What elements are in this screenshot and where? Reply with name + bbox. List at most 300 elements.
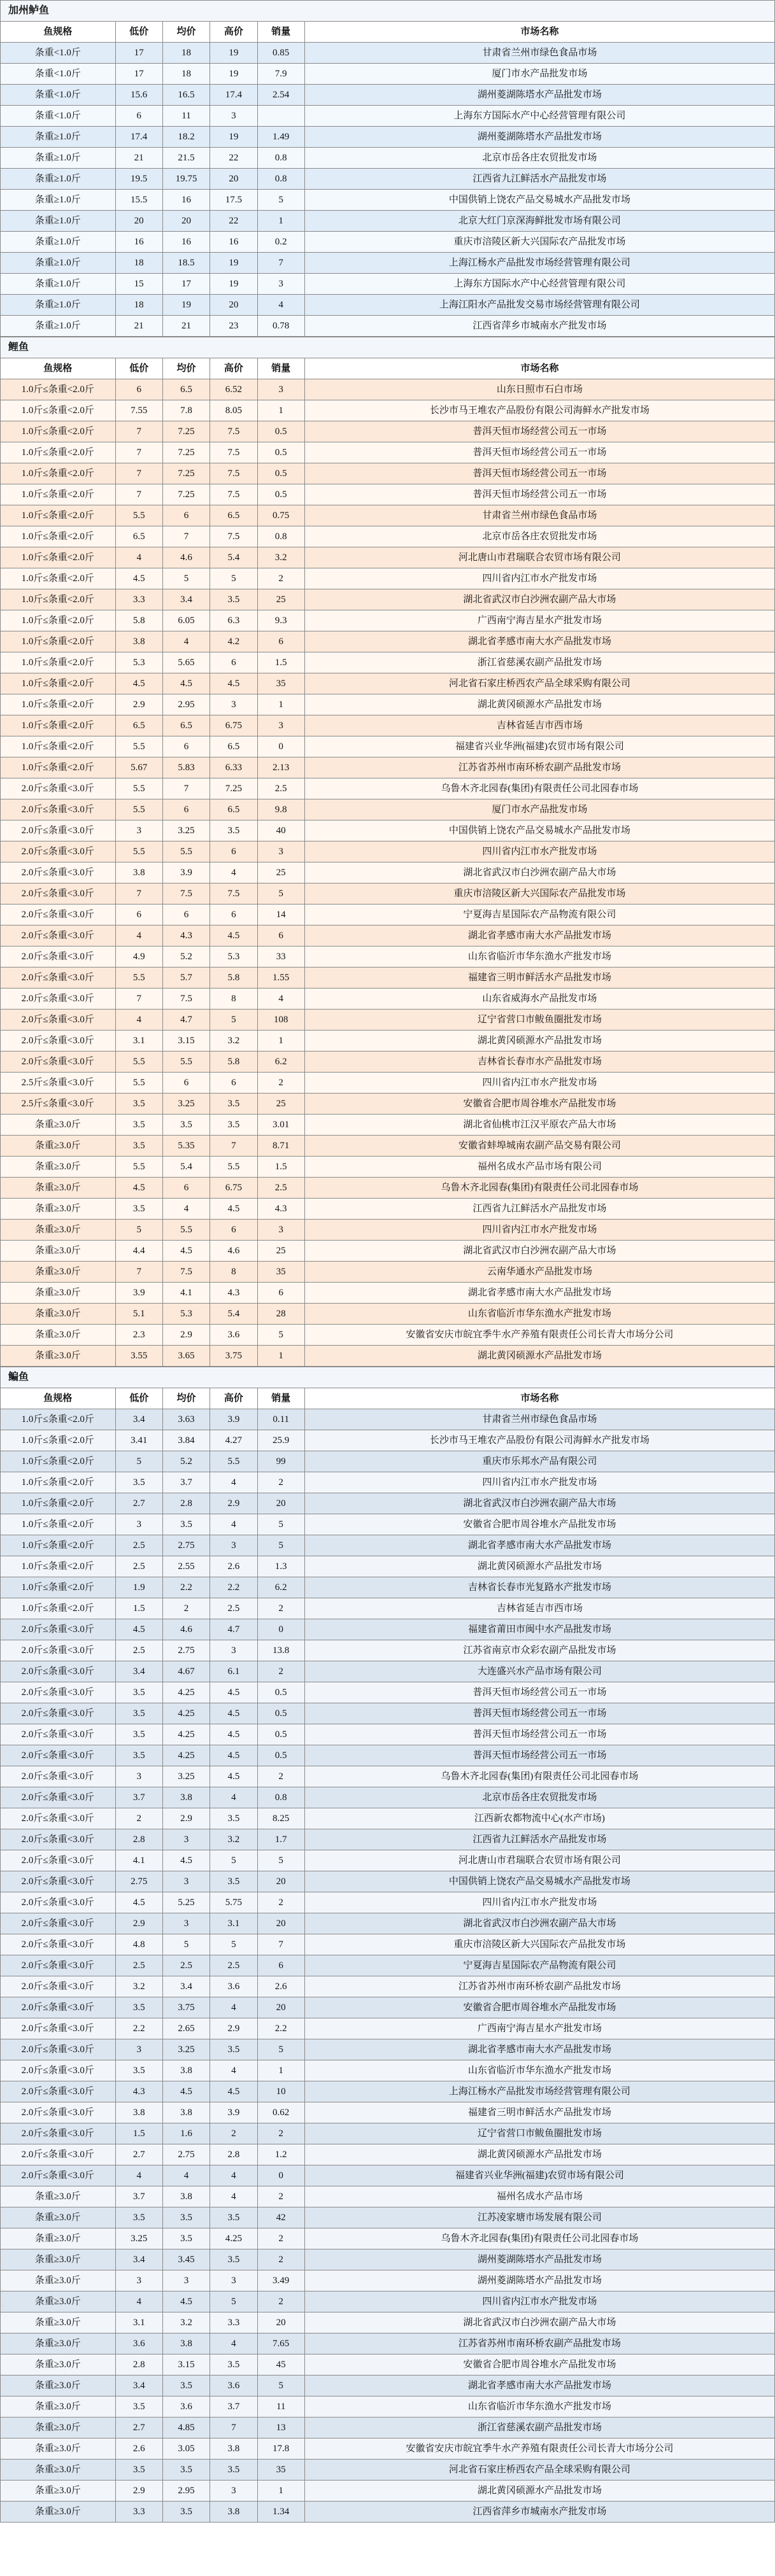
cell-low: 21 [115, 316, 162, 337]
cell-high: 3.5 [210, 1094, 257, 1115]
table-row [1, 1031, 775, 1052]
cell-market: 江西省九江鲜活水产品批发市场 [304, 1829, 774, 1850]
cell-spec: 条重≥3.0斤 [1, 2354, 116, 2375]
cell-market: 江苏省苏州市南环桥农副产品批发市场 [304, 2333, 774, 2354]
column-header-spec: 鱼规格 [1, 22, 116, 43]
cell-volume: 2 [257, 2291, 304, 2312]
table-row [1, 736, 775, 757]
cell-market: 江苏凌家塘市场发展有限公司 [304, 2207, 774, 2228]
cell-market: 江苏省苏州市南环桥农副产品批发市场 [304, 1976, 774, 1997]
cell-avg: 6 [162, 1178, 210, 1199]
cell-volume: 2 [257, 1661, 304, 1682]
table-row [1, 1493, 775, 1514]
table-row [1, 1010, 775, 1031]
cell-volume: 1.34 [257, 2502, 304, 2523]
cell-high: 4.5 [210, 926, 257, 947]
cell-low: 5.5 [115, 841, 162, 862]
cell-market: 福建省三明市鲜活水产品批发市场 [304, 2102, 774, 2123]
table-row [1, 2460, 775, 2481]
cell-volume: 3 [257, 715, 304, 736]
cell-low: 4.5 [115, 1619, 162, 1640]
cell-high: 23 [210, 316, 257, 337]
table-row [1, 526, 775, 547]
cell-volume: 2.2 [257, 2018, 304, 2039]
table-row [1, 2186, 775, 2207]
cell-volume: 4 [257, 989, 304, 1010]
cell-avg: 5.5 [162, 841, 210, 862]
table-row [1, 1241, 775, 1262]
cell-high: 2.2 [210, 1577, 257, 1598]
cell-low: 2.5 [115, 1640, 162, 1661]
table-row [1, 1157, 775, 1178]
cell-high: 8 [210, 1262, 257, 1283]
cell-market: 福建省三明市鲜活水产品批发市场 [304, 968, 774, 989]
table-row [1, 1325, 775, 1346]
cell-volume: 5 [257, 883, 304, 904]
cell-volume: 4.3 [257, 1199, 304, 1220]
cell-avg: 3.05 [162, 2439, 210, 2460]
cell-market: 中国供销上饶农产品交易城水产品批发市场 [304, 820, 774, 841]
cell-high: 4.5 [210, 1703, 257, 1724]
cell-market: 河北唐山市君瑞联合农贸市场有限公司 [304, 1850, 774, 1871]
cell-spec: 2.0斤≤条重<3.0斤 [1, 1850, 116, 1871]
cell-avg: 2.65 [162, 2018, 210, 2039]
table-row [1, 169, 775, 190]
cell-spec: 2.0斤≤条重<3.0斤 [1, 1871, 116, 1892]
cell-spec: 条重<1.0斤 [1, 106, 116, 127]
cell-market: 湖北省武汉市白沙洲农副产品大市场 [304, 589, 774, 610]
cell-high: 3.5 [210, 2207, 257, 2228]
table-row [1, 1745, 775, 1766]
cell-spec: 2.0斤≤条重<3.0斤 [1, 2018, 116, 2039]
cell-volume: 25 [257, 589, 304, 610]
table-row [1, 1619, 775, 1640]
cell-avg: 4.67 [162, 1661, 210, 1682]
cell-low: 1.5 [115, 2123, 162, 2144]
cell-volume: 3 [257, 274, 304, 295]
cell-low: 18 [115, 295, 162, 316]
cell-spec: 条重≥3.0斤 [1, 1157, 116, 1178]
cell-avg: 3.6 [162, 2397, 210, 2418]
table-row [1, 148, 775, 169]
cell-market: 甘肃省兰州市绿色食品市场 [304, 43, 774, 64]
cell-volume: 2 [257, 2249, 304, 2270]
cell-high: 3.3 [210, 2312, 257, 2333]
cell-spec: 条重≥3.0斤 [1, 2460, 116, 2481]
cell-high: 3 [210, 1640, 257, 1661]
cell-low: 6 [115, 379, 162, 400]
cell-low: 2.7 [115, 2144, 162, 2165]
cell-low: 2.5 [115, 1955, 162, 1976]
cell-avg: 3.25 [162, 1094, 210, 1115]
cell-low: 3.5 [115, 2397, 162, 2418]
cell-spec: 条重≥3.0斤 [1, 1199, 116, 1220]
cell-spec: 条重≥3.0斤 [1, 2228, 116, 2249]
cell-volume: 4 [257, 295, 304, 316]
cell-avg: 3.15 [162, 1031, 210, 1052]
cell-low: 17 [115, 64, 162, 85]
cell-market: 普洱天恒市场经营公司五一市场 [304, 1703, 774, 1724]
cell-market: 江西省九江鲜活水产品批发市场 [304, 169, 774, 190]
cell-market: 安徽省合肥市周谷堆水产品批发市场 [304, 1514, 774, 1535]
cell-market: 湖北黄冈硕源水产品批发市场 [304, 1556, 774, 1577]
cell-high: 2.9 [210, 2018, 257, 2039]
cell-volume: 25 [257, 1241, 304, 1262]
cell-volume: 3 [257, 1220, 304, 1241]
table-row [1, 1220, 775, 1241]
cell-high: 4 [210, 862, 257, 883]
table-row [1, 505, 775, 526]
cell-low: 4.5 [115, 673, 162, 694]
cell-avg: 16 [162, 190, 210, 211]
cell-spec: 2.0斤≤条重<3.0斤 [1, 1703, 116, 1724]
cell-high: 2.8 [210, 2144, 257, 2165]
cell-low: 4.9 [115, 947, 162, 968]
cell-avg: 4.3 [162, 926, 210, 947]
cell-low: 3.1 [115, 2312, 162, 2333]
cell-low: 2.5 [115, 1556, 162, 1577]
table-row [1, 568, 775, 589]
cell-avg: 3.5 [162, 2502, 210, 2523]
cell-high: 4 [210, 1997, 257, 2018]
cell-volume: 25 [257, 1094, 304, 1115]
cell-high: 6.75 [210, 715, 257, 736]
cell-high: 2.9 [210, 1493, 257, 1514]
table-row [1, 2333, 775, 2354]
cell-spec: 条重≥3.0斤 [1, 2481, 116, 2502]
cell-spec: 条重≥3.0斤 [1, 1346, 116, 1367]
cell-spec: 2.0斤≤条重<3.0斤 [1, 2123, 116, 2144]
cell-spec: 条重≥3.0斤 [1, 2502, 116, 2523]
table-row [1, 2249, 775, 2270]
column-header-high: 高价 [210, 358, 257, 379]
cell-market: 湖北黄冈硕源水产品批发市场 [304, 694, 774, 715]
cell-low: 6 [115, 904, 162, 926]
cell-avg: 3.15 [162, 2354, 210, 2375]
cell-high: 4.5 [210, 2081, 257, 2102]
cell-low: 3.5 [115, 1703, 162, 1724]
cell-low: 4.1 [115, 1850, 162, 1871]
cell-spec: 2.0斤≤条重<3.0斤 [1, 989, 116, 1010]
cell-high: 7.25 [210, 778, 257, 799]
cell-spec: 条重<1.0斤 [1, 64, 116, 85]
cell-high: 4.5 [210, 1682, 257, 1703]
cell-market: 江苏省苏州市南环桥农副产品批发市场 [304, 757, 774, 778]
cell-avg: 4.25 [162, 1745, 210, 1766]
table-row [1, 2375, 775, 2397]
cell-high: 4.5 [210, 1745, 257, 1766]
cell-spec: 条重≥3.0斤 [1, 2207, 116, 2228]
cell-spec: 条重<1.0斤 [1, 43, 116, 64]
section-title: 鲤鱼 [1, 337, 775, 358]
cell-high: 7.5 [210, 442, 257, 463]
cell-low: 7 [115, 421, 162, 442]
cell-volume: 6 [257, 631, 304, 652]
table-row [1, 1871, 775, 1892]
cell-market: 云南华通水产品批发市场 [304, 1262, 774, 1283]
cell-market: 吉林省长春市光复路水产批发市场 [304, 1577, 774, 1598]
cell-market: 湖州菱湖陈塔水产品批发市场 [304, 127, 774, 148]
cell-spec: 2.5斤≤条重<3.0斤 [1, 1094, 116, 1115]
cell-market: 江西省九江鲜活水产品批发市场 [304, 1199, 774, 1220]
cell-high: 4.5 [210, 1199, 257, 1220]
cell-low: 16 [115, 232, 162, 253]
table-row [1, 926, 775, 947]
section-title: 加州鲈鱼 [1, 1, 775, 22]
cell-low: 3.4 [115, 2249, 162, 2270]
cell-market: 湖北省孝感市南大水产品批发市场 [304, 1535, 774, 1556]
cell-low: 3.5 [115, 2207, 162, 2228]
table-row [1, 947, 775, 968]
table-row [1, 1997, 775, 2018]
cell-avg: 3.2 [162, 2312, 210, 2333]
cell-spec: 2.0斤≤条重<3.0斤 [1, 1619, 116, 1640]
cell-volume: 0 [257, 736, 304, 757]
cell-low: 17 [115, 43, 162, 64]
cell-avg: 4.6 [162, 547, 210, 568]
table-row [1, 1913, 775, 1934]
table-row [1, 757, 775, 778]
column-header-high: 高价 [210, 1388, 257, 1409]
cell-high: 3.75 [210, 1346, 257, 1367]
cell-avg: 5.83 [162, 757, 210, 778]
cell-spec: 条重≥1.0斤 [1, 295, 116, 316]
cell-spec: 2.0斤≤条重<3.0斤 [1, 926, 116, 947]
cell-high: 2.6 [210, 1556, 257, 1577]
table-row [1, 1199, 775, 1220]
cell-volume: 2.13 [257, 757, 304, 778]
cell-spec: 条重≥3.0斤 [1, 2312, 116, 2333]
cell-high: 4.5 [210, 1766, 257, 1787]
cell-avg: 4 [162, 631, 210, 652]
cell-avg: 18.5 [162, 253, 210, 274]
table-row [1, 1430, 775, 1451]
cell-high: 3 [210, 2270, 257, 2291]
table-row [1, 652, 775, 673]
table-row [1, 1661, 775, 1682]
cell-spec: 2.0斤≤条重<3.0斤 [1, 841, 116, 862]
cell-volume: 0.8 [257, 526, 304, 547]
cell-market: 安徽省合肥市周谷堆水产品批发市场 [304, 1997, 774, 2018]
cell-low: 3 [115, 2270, 162, 2291]
cell-high: 5 [210, 2291, 257, 2312]
table-row [1, 1136, 775, 1157]
cell-high: 3.5 [210, 1115, 257, 1136]
table-row [1, 253, 775, 274]
cell-avg: 7.5 [162, 883, 210, 904]
cell-low: 2.5 [115, 1535, 162, 1556]
cell-volume: 99 [257, 1451, 304, 1472]
cell-avg: 3.5 [162, 2207, 210, 2228]
cell-volume: 11 [257, 2397, 304, 2418]
cell-low: 1.9 [115, 1577, 162, 1598]
cell-volume: 0.5 [257, 463, 304, 484]
column-header-low: 低价 [115, 1388, 162, 1409]
cell-high: 3 [210, 2481, 257, 2502]
table-row [1, 2102, 775, 2123]
cell-avg: 4.1 [162, 1283, 210, 1304]
cell-avg: 3.65 [162, 1346, 210, 1367]
cell-low: 4.4 [115, 1241, 162, 1262]
cell-volume: 1 [257, 400, 304, 421]
cell-market: 福建省兴业华洲(福建)农贸市场有限公司 [304, 2165, 774, 2186]
cell-avg: 19.75 [162, 169, 210, 190]
cell-avg: 7 [162, 778, 210, 799]
cell-spec: 条重≥3.0斤 [1, 2439, 116, 2460]
cell-low: 15 [115, 274, 162, 295]
cell-avg: 2.9 [162, 1325, 210, 1346]
cell-volume: 2 [257, 1766, 304, 1787]
cell-market: 重庆市涪陵区新大兴国际农产品批发市场 [304, 883, 774, 904]
cell-spec: 2.0斤≤条重<3.0斤 [1, 1934, 116, 1955]
cell-spec: 1.0斤≤条重<2.0斤 [1, 1514, 116, 1535]
cell-avg: 4.85 [162, 2418, 210, 2439]
cell-market: 江西省萍乡市城南水产批发市场 [304, 2502, 774, 2523]
cell-market: 湖北黄冈硕源水产品批发市场 [304, 1031, 774, 1052]
table-row [1, 673, 775, 694]
cell-avg: 5.3 [162, 1304, 210, 1325]
cell-market: 普洱天恒市场经营公司五一市场 [304, 442, 774, 463]
cell-spec: 1.0斤≤条重<2.0斤 [1, 652, 116, 673]
table-row [1, 106, 775, 127]
cell-avg: 3 [162, 1871, 210, 1892]
cell-spec: 2.0斤≤条重<3.0斤 [1, 1808, 116, 1829]
table-row [1, 295, 775, 316]
cell-low: 5.5 [115, 1073, 162, 1094]
cell-high: 2.5 [210, 1955, 257, 1976]
cell-avg: 4.6 [162, 1619, 210, 1640]
cell-low: 2.6 [115, 2439, 162, 2460]
cell-market: 河北省石家庄桥西农产品全球采购有限公司 [304, 2460, 774, 2481]
cell-high: 3.7 [210, 2397, 257, 2418]
cell-market: 大连盛兴水产品市场有限公司 [304, 1661, 774, 1682]
cell-avg: 4.5 [162, 2081, 210, 2102]
cell-volume: 33 [257, 947, 304, 968]
cell-spec: 1.0斤≤条重<2.0斤 [1, 400, 116, 421]
cell-high: 4.7 [210, 1619, 257, 1640]
cell-low: 3 [115, 1514, 162, 1535]
cell-low: 4 [115, 2291, 162, 2312]
cell-low: 5.5 [115, 968, 162, 989]
cell-high: 16 [210, 232, 257, 253]
cell-spec: 1.0斤≤条重<2.0斤 [1, 1535, 116, 1556]
cell-market: 四川省内江市水产批发市场 [304, 568, 774, 589]
cell-spec: 2.0斤≤条重<3.0斤 [1, 1031, 116, 1052]
table-row [1, 862, 775, 883]
cell-spec: 条重≥3.0斤 [1, 2270, 116, 2291]
cell-high: 4 [210, 1472, 257, 1493]
column-header-market: 市场名称 [304, 358, 774, 379]
table-row [1, 1094, 775, 1115]
cell-volume: 25.9 [257, 1430, 304, 1451]
cell-avg: 4.5 [162, 1850, 210, 1871]
cell-avg: 2.75 [162, 2144, 210, 2165]
column-header-volume: 销量 [257, 358, 304, 379]
cell-market: 湖北省仙桃市江汉平原农产品大市场 [304, 1115, 774, 1136]
cell-high: 4 [210, 1514, 257, 1535]
column-header-market: 市场名称 [304, 22, 774, 43]
cell-spec: 2.0斤≤条重<3.0斤 [1, 904, 116, 926]
cell-avg: 3.25 [162, 1766, 210, 1787]
cell-market: 湖北省孝感市南大水产品批发市场 [304, 2375, 774, 2397]
cell-volume: 6.2 [257, 1577, 304, 1598]
cell-avg: 21.5 [162, 148, 210, 169]
cell-avg: 16.5 [162, 85, 210, 106]
cell-high: 4 [210, 2186, 257, 2207]
cell-volume: 2.6 [257, 1976, 304, 1997]
cell-high: 4.6 [210, 1241, 257, 1262]
cell-low: 3.4 [115, 2375, 162, 2397]
cell-volume: 2 [257, 2228, 304, 2249]
table-row [1, 2291, 775, 2312]
cell-market: 湖北黄冈硕源水产品批发市场 [304, 1346, 774, 1367]
cell-high: 3 [210, 106, 257, 127]
cell-volume: 6 [257, 1283, 304, 1304]
cell-avg: 6.5 [162, 715, 210, 736]
cell-volume: 14 [257, 904, 304, 926]
cell-high: 5.8 [210, 1052, 257, 1073]
table-row [1, 2418, 775, 2439]
cell-market: 厦门市水产品批发市场 [304, 64, 774, 85]
cell-market: 中国供销上饶农产品交易城水产品批发市场 [304, 1871, 774, 1892]
cell-high: 4.3 [210, 1283, 257, 1304]
cell-market: 四川省内江市水产批发市场 [304, 1220, 774, 1241]
cell-volume: 0.5 [257, 421, 304, 442]
cell-market: 湖北省武汉市白沙洲农副产品大市场 [304, 2312, 774, 2333]
cell-volume: 5 [257, 1514, 304, 1535]
cell-spec: 1.0斤≤条重<2.0斤 [1, 715, 116, 736]
cell-high: 19 [210, 253, 257, 274]
table-row [1, 1073, 775, 1094]
cell-low: 5.5 [115, 505, 162, 526]
table-row [1, 1892, 775, 1913]
cell-spec: 条重≥3.0斤 [1, 1262, 116, 1283]
cell-high: 3.1 [210, 1913, 257, 1934]
cell-high: 6 [210, 841, 257, 862]
cell-volume: 45 [257, 2354, 304, 2375]
cell-avg: 5.4 [162, 1157, 210, 1178]
cell-high: 5 [210, 568, 257, 589]
cell-high: 4.27 [210, 1430, 257, 1451]
table-row [1, 2144, 775, 2165]
cell-high: 5 [210, 1934, 257, 1955]
cell-high: 3.5 [210, 2039, 257, 2060]
cell-high: 3.5 [210, 820, 257, 841]
cell-volume: 8.25 [257, 1808, 304, 1829]
table-row [1, 421, 775, 442]
cell-volume: 1 [257, 694, 304, 715]
table-row [1, 1262, 775, 1283]
cell-avg: 5.2 [162, 1451, 210, 1472]
table-row [1, 442, 775, 463]
cell-market: 甘肃省兰州市绿色食品市场 [304, 505, 774, 526]
cell-spec: 1.0斤≤条重<2.0斤 [1, 1472, 116, 1493]
section-table [0, 1367, 775, 2523]
table-row [1, 127, 775, 148]
cell-low: 5.8 [115, 610, 162, 631]
cell-market: 北京市岳各庄农贸批发市场 [304, 148, 774, 169]
cell-low: 2.7 [115, 2418, 162, 2439]
cell-avg: 21 [162, 316, 210, 337]
cell-low: 5.5 [115, 778, 162, 799]
cell-spec: 1.0斤≤条重<2.0斤 [1, 1598, 116, 1619]
cell-market: 福建省莆田市闽中水产品批发市场 [304, 1619, 774, 1640]
cell-volume: 20 [257, 2312, 304, 2333]
cell-spec: 1.0斤≤条重<2.0斤 [1, 1493, 116, 1514]
cell-market: 四川省内江市水产批发市场 [304, 841, 774, 862]
cell-low: 3 [115, 820, 162, 841]
cell-avg: 3.75 [162, 1997, 210, 2018]
